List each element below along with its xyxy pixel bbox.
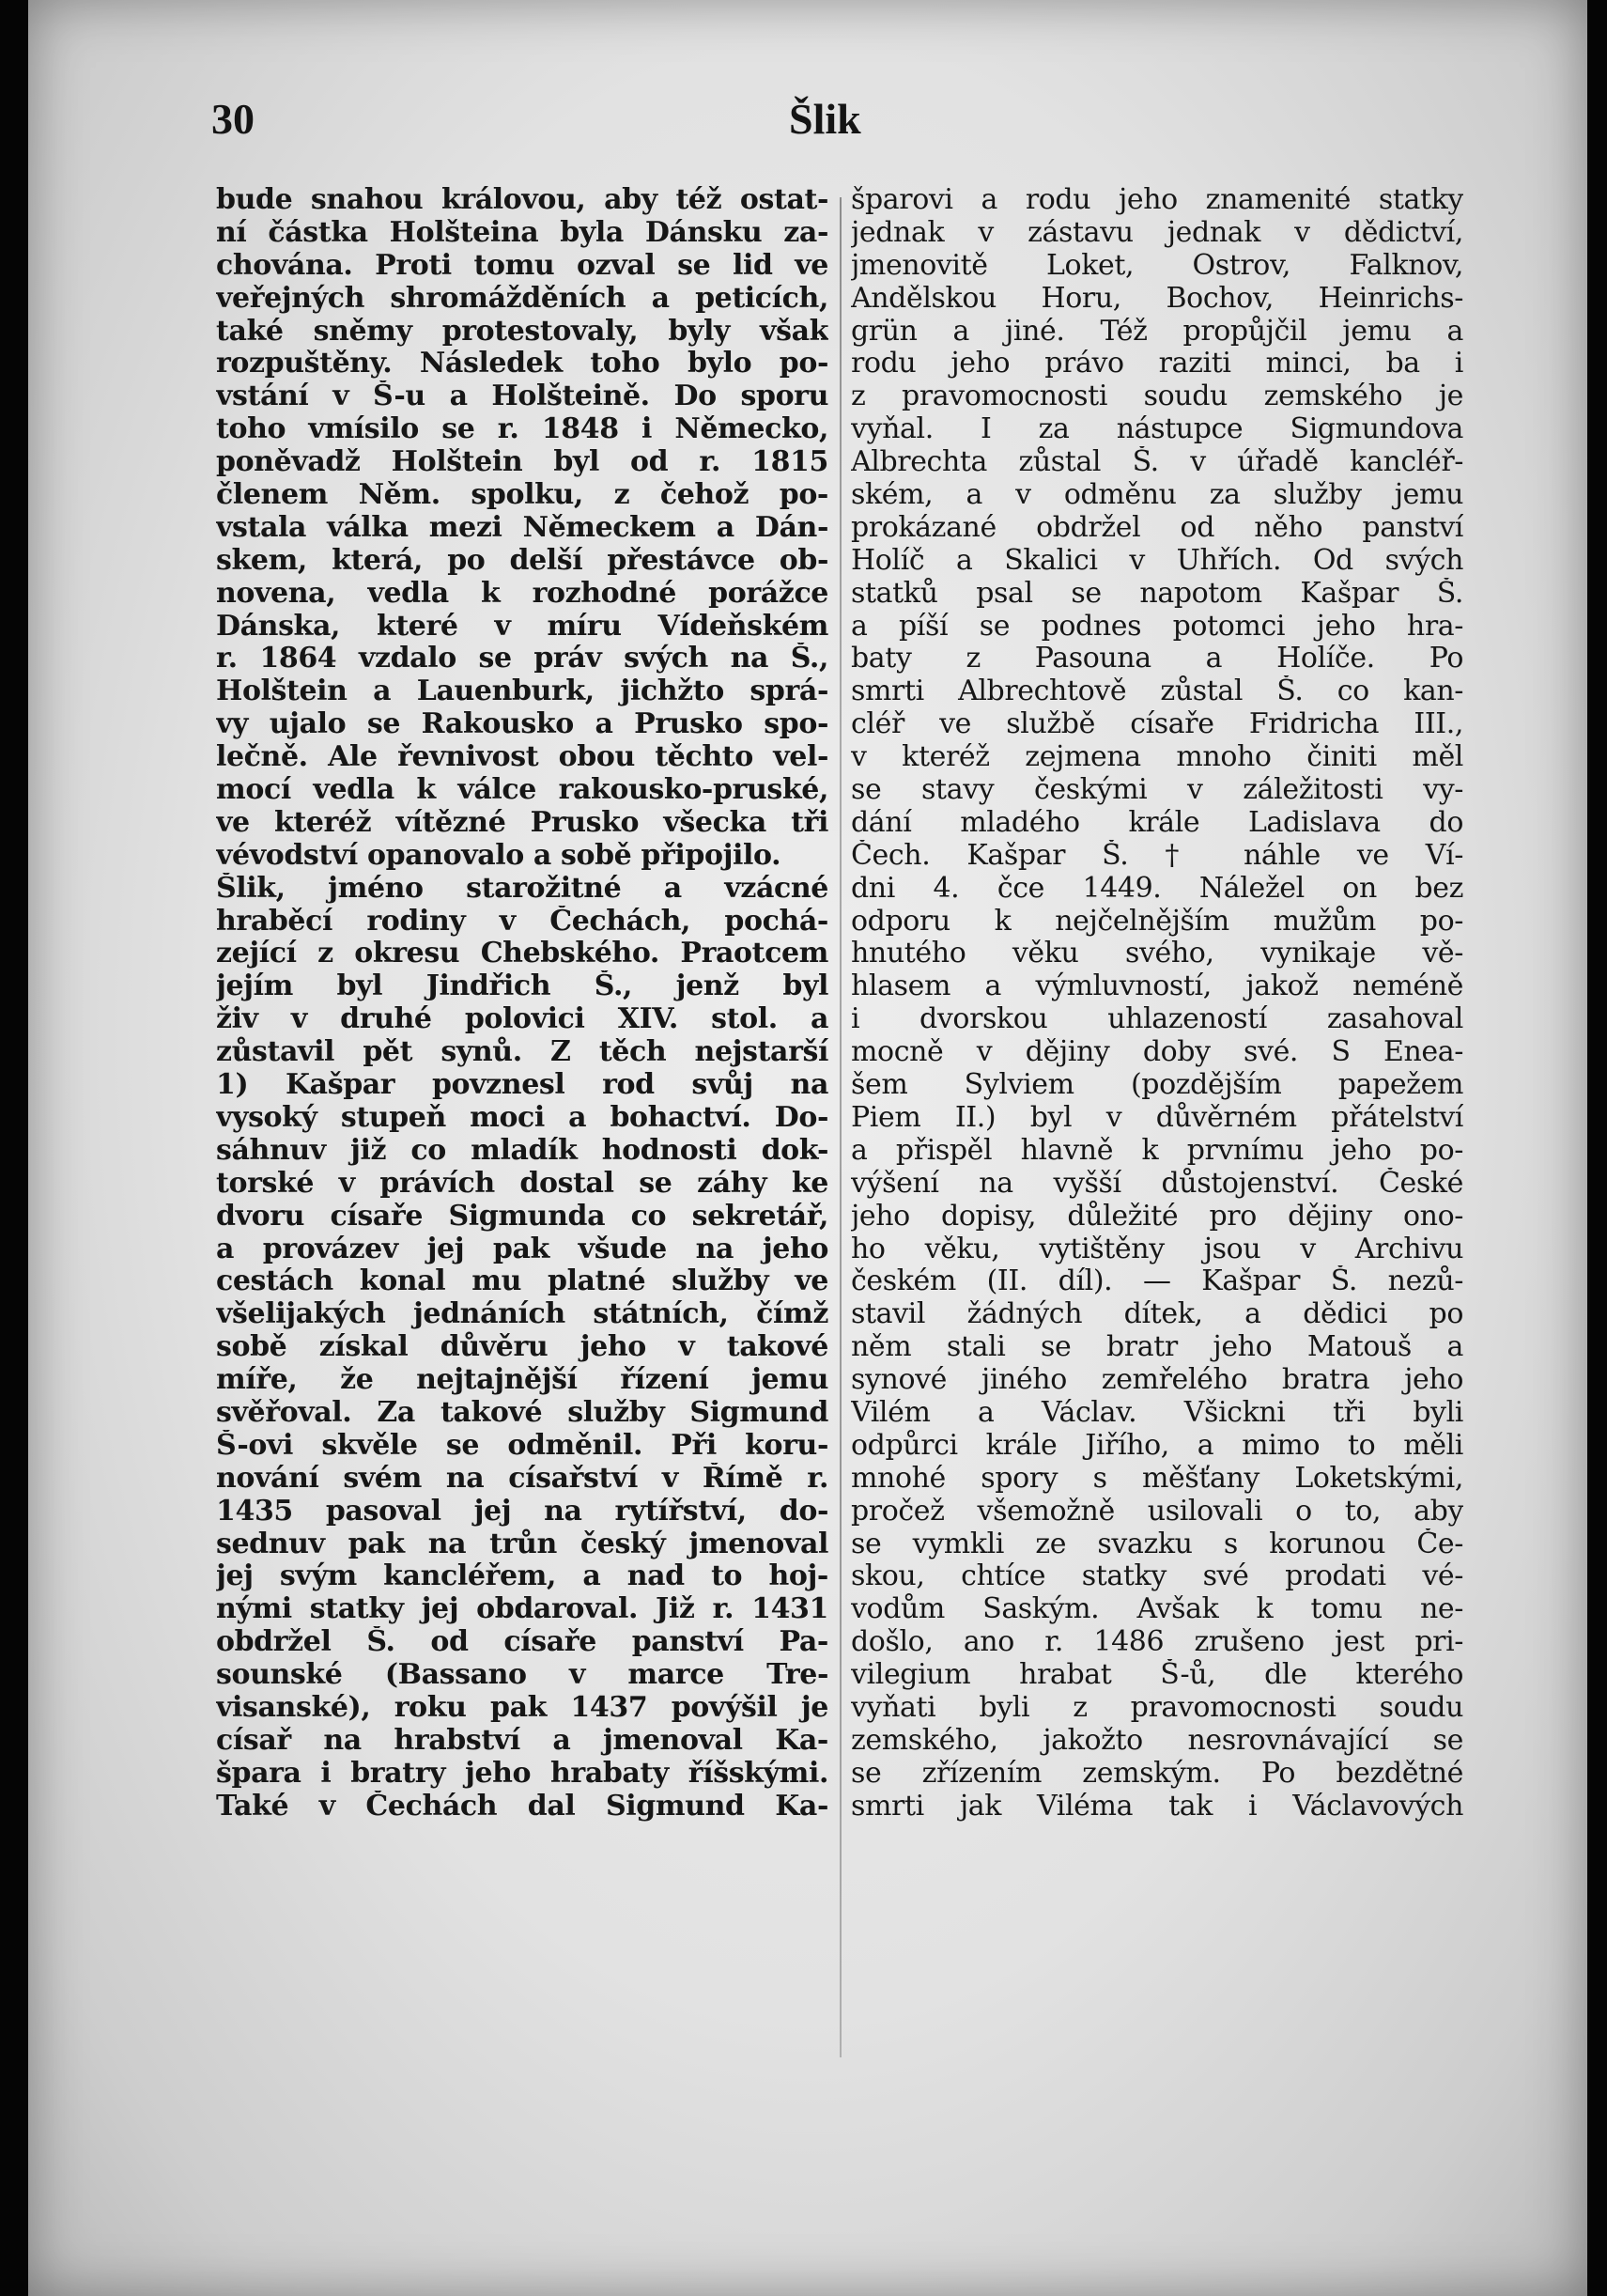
text-line: jednak v zástavu jednak v dědictví, (851, 216, 1463, 249)
text-line: Čech. Kašpar Š. † náhle ve Ví- (851, 839, 1463, 872)
text-line: cestách konal mu platné služby ve (216, 1265, 828, 1298)
text-line: bude snahou královou, aby též ostat- (216, 184, 828, 216)
text-line: statků psal se napotom Kašpar Š. (851, 577, 1463, 610)
text-line: smrti jak Viléma tak i Václavových (851, 1790, 1463, 1823)
text-line: hraběcí rodiny v Čechách, pochá- (216, 905, 828, 938)
text-line: zející z okresu Chebského. Praotcem (216, 938, 828, 970)
text-line: českém (II. díl). — Kašpar Š. nezů- (851, 1265, 1463, 1298)
text-line: Šlik, jméno starožitné a vzácné (216, 872, 828, 905)
text-line: všelijakých jednáních státních, čímž (216, 1298, 828, 1331)
text-line: Š-ovi skvěle se odměnil. Při koru- (216, 1429, 828, 1462)
book-page (28, 0, 1587, 2296)
text-line: synové jiného zemřelého bratra jeho (851, 1364, 1463, 1397)
text-line: sounské (Bassano v marce Tre- (216, 1659, 828, 1692)
text-line: nými statky jej obdaroval. Již r. 1431 (216, 1593, 828, 1626)
text-line: nování svém na císařství v Římě r. (216, 1462, 828, 1495)
text-line: torské v právích dostal se záhy ke (216, 1167, 828, 1200)
text-line: a přispěl hlavně k prvnímu jeho po- (851, 1134, 1463, 1167)
text-line: pročež všemožně usilovali o to, aby (851, 1495, 1463, 1528)
text-line: r. 1864 vzdalo se práv svých na Š., (216, 643, 828, 675)
text-line: a provázev jej pak všude na jeho (216, 1233, 828, 1265)
text-line: sobě získal důvěru jeho v takové (216, 1331, 828, 1364)
text-line: visanské), roku pak 1437 povýšil je (216, 1691, 828, 1724)
text-line: cléř ve službě císaře Fridricha III., (851, 708, 1463, 741)
text-line: došlo, ano r. 1486 zrušeno jest pri- (851, 1626, 1463, 1659)
text-line: obdržel Š. od císaře panství Pa- (216, 1626, 828, 1659)
text-line: smrti Albrechtově zůstal Š. co kan- (851, 675, 1463, 708)
text-line: chována. Proti tomu ozval se lid ve (216, 249, 828, 282)
text-line: svěřoval. Za takové služby Sigmund (216, 1396, 828, 1429)
text-line: výšení na vyšší důstojenství. České (851, 1167, 1463, 1200)
text-line: mocně v dějiny doby své. S Enea- (851, 1036, 1463, 1069)
text-line: vyňati byli z pravomocnosti soudu (851, 1691, 1463, 1724)
text-line: vysoký stupeň moci a bohactví. Do- (216, 1101, 828, 1134)
text-line: vilegium hrabat Š-ů, dle kterého (851, 1659, 1463, 1692)
text-line: a píší se podnes potomci jeho hra- (851, 610, 1463, 643)
text-line: sednuv pak na trůn český jmenoval (216, 1528, 828, 1560)
text-line: vodům Saským. Avšak k tomu ne- (851, 1593, 1463, 1626)
text-line: prokázané obdržel od něho panství (851, 511, 1463, 544)
text-line: něm stali se bratr jeho Matouš a (851, 1331, 1463, 1364)
text-line: baty z Pasouna a Holíče. Po (851, 643, 1463, 675)
text-line: odpůrci krále Jiřího, a mimo to měli (851, 1429, 1463, 1462)
text-line: Albrechta zůstal Š. v úřadě kancléř- (851, 446, 1463, 479)
right-text-column (851, 184, 1463, 1823)
text-line: Také v Čechách dal Sigmund Ka- (216, 1790, 828, 1823)
text-line: se stavy českými v záležitosti vy- (851, 774, 1463, 807)
text-line: jeho dopisy, důležité pro dějiny ono- (851, 1200, 1463, 1233)
text-line: také sněmy protestovaly, byly však (216, 315, 828, 348)
text-line: zemského, jakožto nesrovnávající se (851, 1724, 1463, 1757)
text-line: Piem II.) byl v důvěrném přátelství (851, 1101, 1463, 1134)
text-line: z pravomocnosti soudu zemského je (851, 380, 1463, 413)
text-line: sáhnuv již co mladík hodnosti dok- (216, 1134, 828, 1167)
text-line: šem Sylviem (pozdějším papežem (851, 1069, 1463, 1102)
text-line: Holštein a Lauenburk, jichžto sprá- (216, 675, 828, 708)
text-line: veřejných shromážděních a peticích, (216, 282, 828, 315)
text-line: členem Něm. spolku, z čehož po- (216, 479, 828, 512)
text-line: vstání v Š-u a Holšteině. Do sporu (216, 380, 828, 413)
text-line: rodu jeho právo raziti minci, ba i (851, 348, 1463, 380)
text-line: zůstavil pět synů. Z těch nejstarší (216, 1036, 828, 1069)
page-number: 30 (211, 95, 255, 143)
text-line: 1) Kašpar povznesl rod svůj na (216, 1069, 828, 1102)
text-line: Vilém a Václav. Všickni tři byli (851, 1396, 1463, 1429)
text-line: se vymkli ze svazku s korunou Če- (851, 1528, 1463, 1560)
text-line: jej svým kancléřem, a nad to hoj- (216, 1560, 828, 1593)
text-line: ní částka Holšteina byla Dánsku za- (216, 216, 828, 249)
text-line: skou, chtíce statky své prodati vé- (851, 1560, 1463, 1593)
column-divider (840, 197, 842, 2057)
text-line: grün a jiné. Též propůjčil jemu a (851, 315, 1463, 348)
text-line: ve kteréž vítězné Prusko všecka tři (216, 806, 828, 839)
text-line: novena, vedla k rozhodné porážce (216, 577, 828, 610)
text-line: vyňal. I za nástupce Sigmundova (851, 413, 1463, 446)
text-line: hlasem a výmluvností, jakož neméně (851, 970, 1463, 1003)
text-line: špara i bratry jeho hrabaty říšskými. (216, 1757, 828, 1790)
text-line: hnutého věku svého, vynikaje vě- (851, 938, 1463, 970)
text-line: mnohé spory s měšťany Loketskými, (851, 1462, 1463, 1495)
text-line: vy ujalo se Rakousko a Prusko spo- (216, 708, 828, 741)
text-line: Andělskou Horu, Bochov, Heinrichs- (851, 282, 1463, 315)
text-line: skem, která, po delší přestávce ob- (216, 544, 828, 577)
running-head: Šlik (789, 95, 861, 143)
text-line: dání mladého krále Ladislava do (851, 806, 1463, 839)
text-line: Holíč a Skalici v Uhřích. Od svých (851, 544, 1463, 577)
text-line: dni 4. čce 1449. Náležel on bez (851, 872, 1463, 905)
text-line: odporu k nejčelnějším mužům po- (851, 905, 1463, 938)
text-line: stavil žádných dítek, a dědici po (851, 1298, 1463, 1331)
text-line: toho vmísilo se r. 1848 i Německo, (216, 413, 828, 446)
text-line: se zřízením zemským. Po bezdětné (851, 1757, 1463, 1790)
text-line: i dvorskou uhlazeností zasahoval (851, 1003, 1463, 1036)
text-line: ském, a v odměnu za služby jemu (851, 479, 1463, 512)
text-line: mocí vedla k válce rakousko-pruské, (216, 774, 828, 807)
left-text-column (216, 184, 828, 1823)
text-line: 1435 pasoval jej na rytířství, do- (216, 1495, 828, 1528)
text-line: lečně. Ale řevnivost obou těchto vel- (216, 741, 828, 774)
text-line: vstala válka mezi Německem a Dán- (216, 511, 828, 544)
text-line: rozpuštěny. Následek toho bylo po- (216, 348, 828, 380)
text-line: ho věku, vytištěny jsou v Archivu (851, 1233, 1463, 1265)
text-line: jmenovitě Loket, Ostrov, Falknov, (851, 249, 1463, 282)
text-line: dvoru císaře Sigmunda co sekretář, (216, 1200, 828, 1233)
text-line: poněvadž Holštein byl od r. 1815 (216, 446, 828, 479)
text-line: živ v druhé polovici XIV. stol. a (216, 1003, 828, 1036)
text-line: císař na hrabství a jmenoval Ka- (216, 1724, 828, 1757)
text-line: Dánska, které v míru Vídeňském (216, 610, 828, 643)
text-line: v kteréž zejmena mnoho činiti měl (851, 741, 1463, 774)
text-line: míře, že nejtajnější řízení jemu (216, 1364, 828, 1397)
text-line: jejím byl Jindřich Š., jenž byl (216, 970, 828, 1003)
text-line: vévodství opanovalo a sobě připojilo. (216, 839, 781, 872)
text-line: šparovi a rodu jeho znamenité statky (851, 184, 1463, 216)
